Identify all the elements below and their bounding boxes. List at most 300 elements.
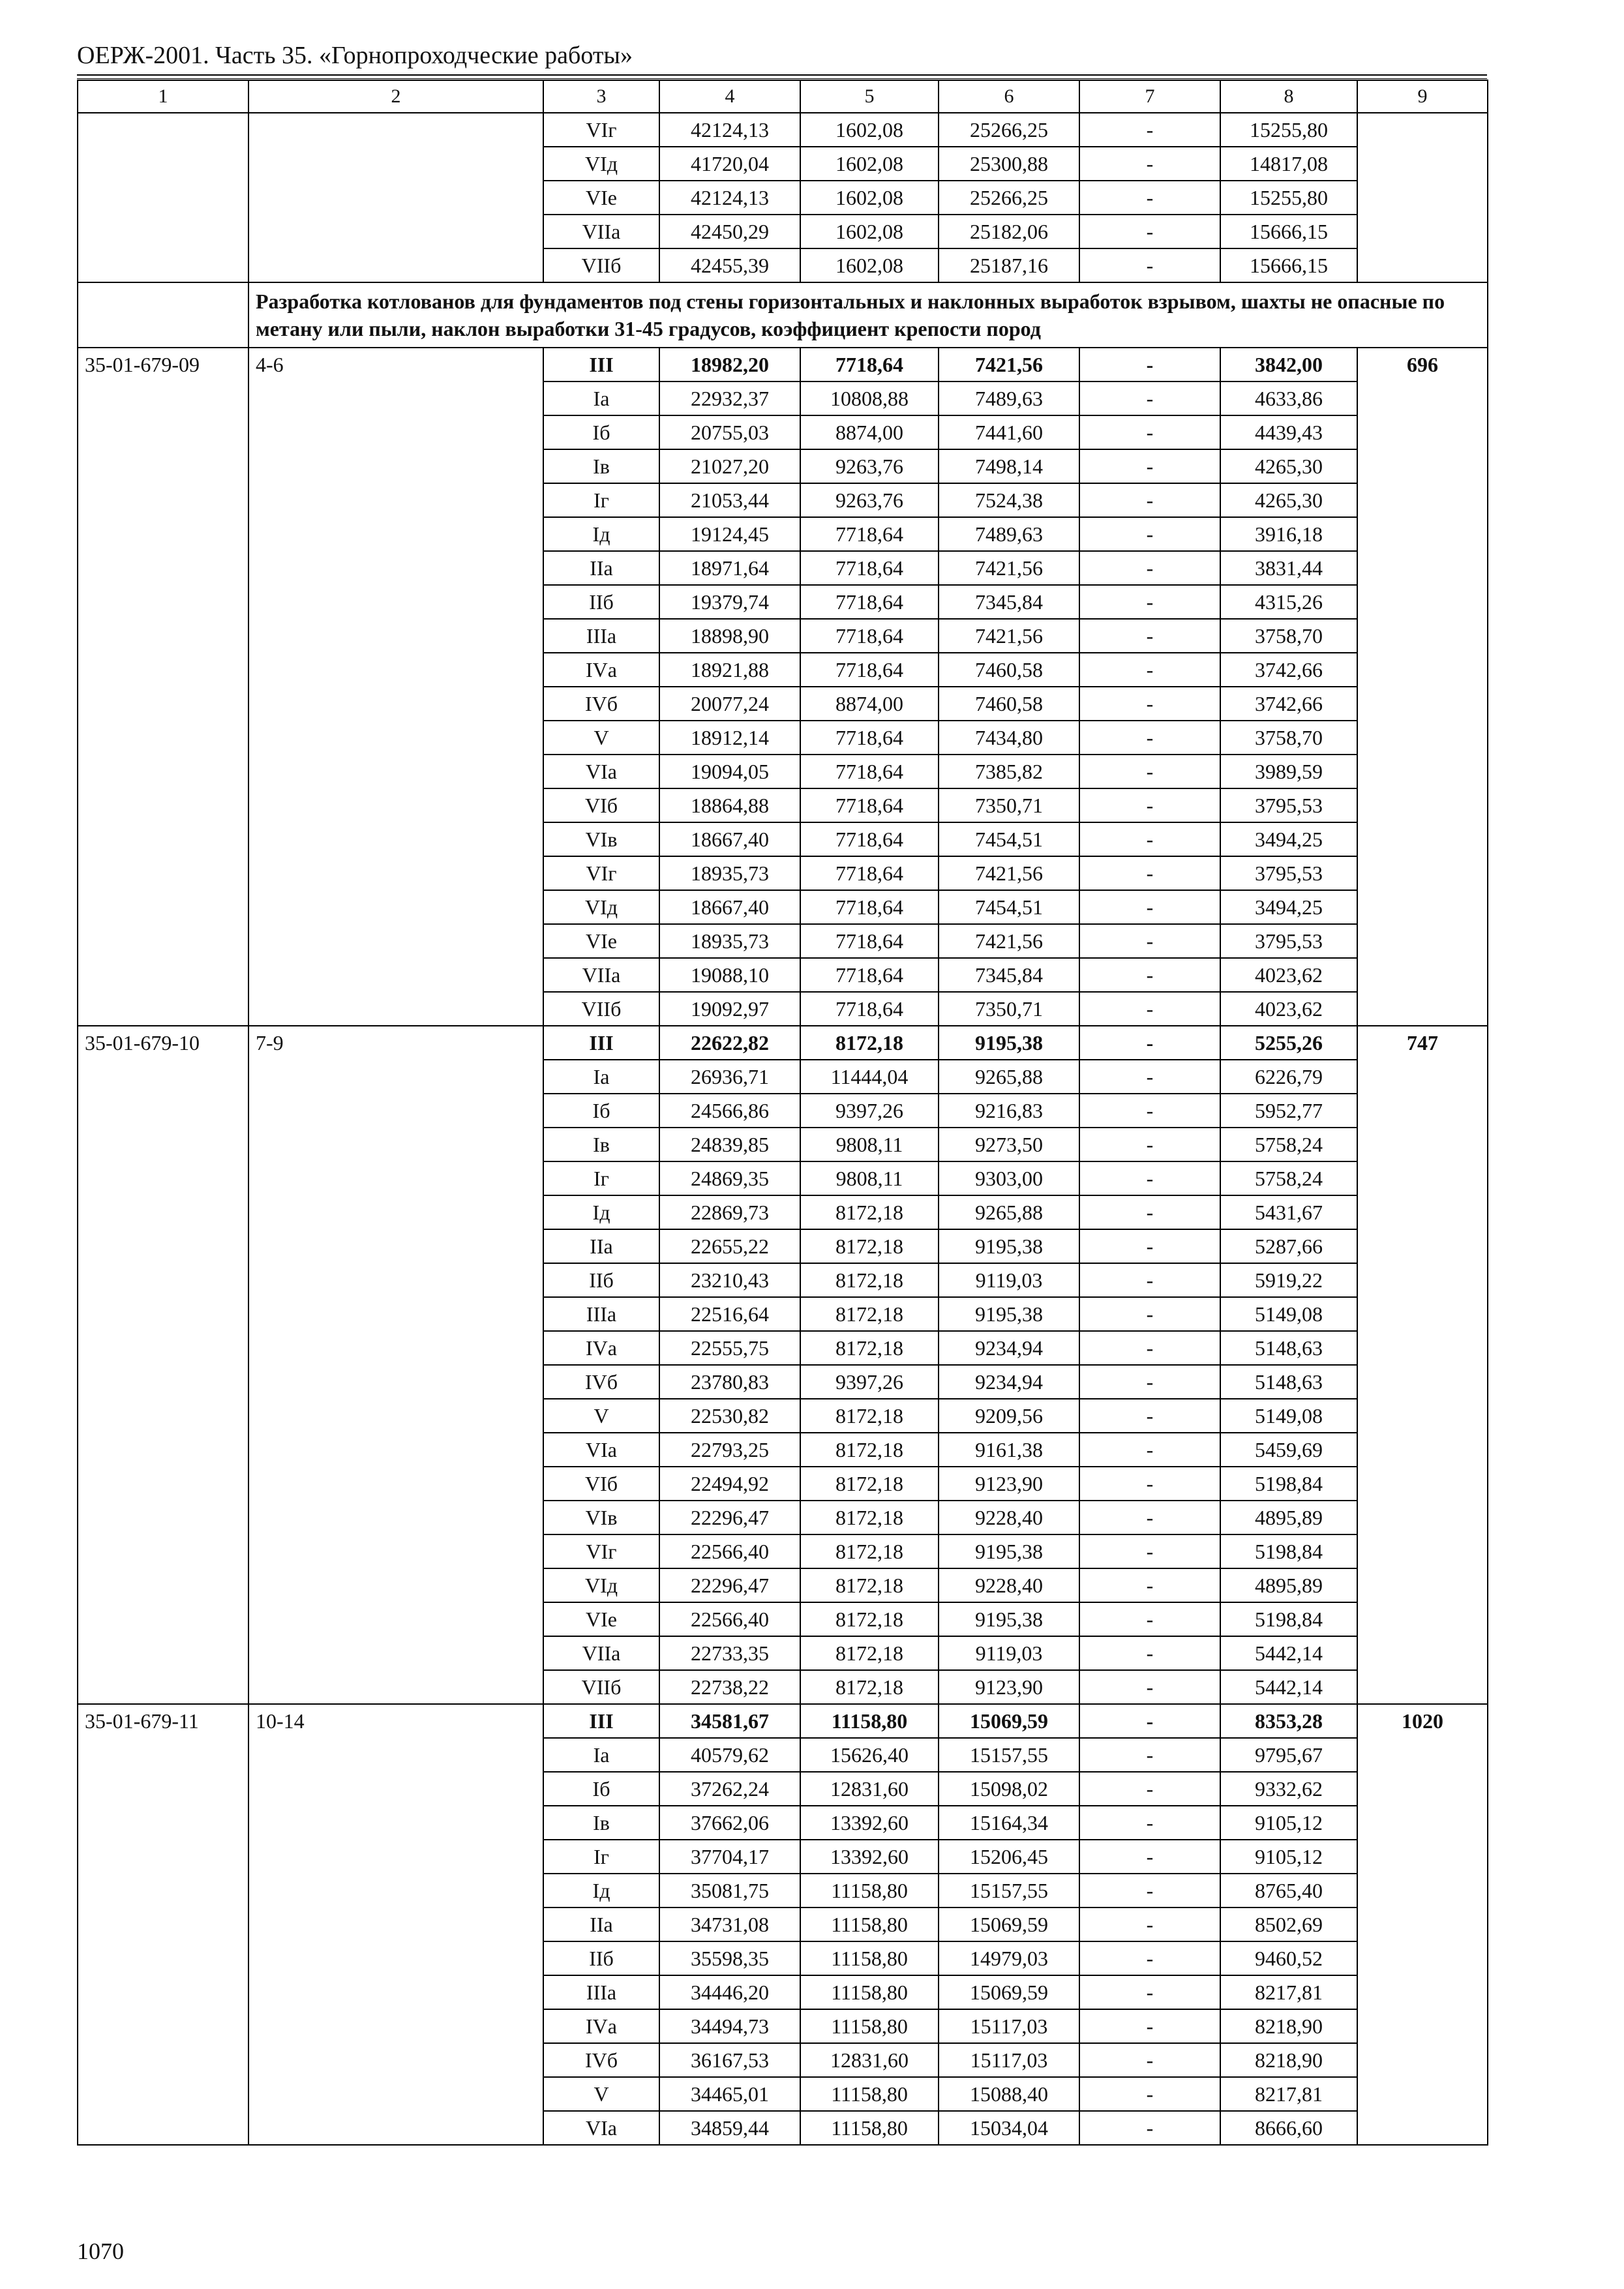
table-row xyxy=(78,147,1488,181)
wages-cell: 8172,18 xyxy=(800,1501,939,1534)
machines-cell: 7345,84 xyxy=(939,585,1079,619)
wages-cell: 7718,64 xyxy=(800,721,939,755)
machines-cell: 7345,84 xyxy=(939,958,1079,992)
class-cell: III xyxy=(543,1026,659,1060)
machines-cell: 15069,59 xyxy=(939,1704,1079,1738)
materials-cell: 3795,53 xyxy=(1220,788,1357,822)
column-number-9: 9 xyxy=(1357,80,1488,113)
total-cost-cell: 35081,75 xyxy=(659,1874,800,1908)
driver-wages-cell: - xyxy=(1079,1738,1220,1772)
class-cell: Iб xyxy=(543,1772,659,1806)
class-cell: IVб xyxy=(543,1365,659,1399)
materials-cell: 3831,44 xyxy=(1220,551,1357,585)
wages-cell: 7718,64 xyxy=(800,551,939,585)
class-cell: Iа xyxy=(543,382,659,415)
total-cost-cell: 24839,85 xyxy=(659,1128,800,1161)
machines-cell: 9234,94 xyxy=(939,1365,1079,1399)
empty-range-cell xyxy=(248,248,543,282)
materials-cell: 8218,90 xyxy=(1220,2043,1357,2077)
total-cost-cell: 22738,22 xyxy=(659,1670,800,1704)
materials-cell: 3742,66 xyxy=(1220,687,1357,721)
driver-wages-cell: - xyxy=(1079,1229,1220,1263)
machines-cell: 7460,58 xyxy=(939,687,1079,721)
driver-wages-cell: - xyxy=(1079,755,1220,788)
wages-cell: 7718,64 xyxy=(800,992,939,1026)
wages-cell: 7718,64 xyxy=(800,653,939,687)
class-cell: V xyxy=(543,721,659,755)
driver-wages-cell: - xyxy=(1079,1908,1220,1941)
total-cost-cell: 22296,47 xyxy=(659,1568,800,1602)
driver-wages-cell: - xyxy=(1079,2043,1220,2077)
total-cost-cell: 18935,73 xyxy=(659,856,800,890)
class-cell: VIг xyxy=(543,856,659,890)
class-cell: VIг xyxy=(543,1534,659,1568)
driver-wages-cell: - xyxy=(1079,147,1220,181)
materials-cell: 5255,26 xyxy=(1220,1026,1357,1060)
wages-cell: 9397,26 xyxy=(800,1365,939,1399)
driver-wages-cell: - xyxy=(1079,415,1220,449)
materials-cell: 9795,67 xyxy=(1220,1738,1357,1772)
wages-cell: 11444,04 xyxy=(800,1060,939,1094)
empty-range-cell xyxy=(248,181,543,215)
table-row xyxy=(78,215,1488,248)
machines-cell: 9228,40 xyxy=(939,1501,1079,1534)
class-cell: IVа xyxy=(543,2009,659,2043)
materials-cell: 8353,28 xyxy=(1220,1704,1357,1738)
class-cell: Iд xyxy=(543,517,659,551)
class-cell: IIIа xyxy=(543,1297,659,1331)
empty-norm-cell xyxy=(1357,181,1488,215)
class-cell: VIIб xyxy=(543,1670,659,1704)
class-cell: Iв xyxy=(543,449,659,483)
driver-wages-cell: - xyxy=(1079,958,1220,992)
wages-cell: 1602,08 xyxy=(800,181,939,215)
machines-cell: 9209,56 xyxy=(939,1399,1079,1433)
machines-cell: 9195,38 xyxy=(939,1602,1079,1636)
materials-cell: 5459,69 xyxy=(1220,1433,1357,1467)
table-row xyxy=(78,1026,1488,1060)
class-cell: VIIб xyxy=(543,248,659,282)
empty-norm-cell xyxy=(1357,248,1488,282)
class-cell: VIа xyxy=(543,1433,659,1467)
wages-cell: 7718,64 xyxy=(800,924,939,958)
machines-cell: 25266,25 xyxy=(939,113,1079,147)
materials-cell: 8666,60 xyxy=(1220,2111,1357,2145)
empty-norm-cell xyxy=(1357,147,1488,181)
total-cost-cell: 24566,86 xyxy=(659,1094,800,1128)
table-row xyxy=(78,113,1488,147)
wages-cell: 13392,60 xyxy=(800,1840,939,1874)
empty-code-cell xyxy=(78,215,248,248)
total-cost-cell: 42124,13 xyxy=(659,113,800,147)
class-cell: VIб xyxy=(543,788,659,822)
materials-cell: 3742,66 xyxy=(1220,653,1357,687)
machines-cell: 15164,34 xyxy=(939,1806,1079,1840)
machines-cell: 7460,58 xyxy=(939,653,1079,687)
wages-cell: 11158,80 xyxy=(800,1941,939,1975)
column-number-1: 1 xyxy=(78,80,248,113)
class-cell: Iг xyxy=(543,1840,659,1874)
class-cell: VIе xyxy=(543,924,659,958)
materials-cell: 5287,66 xyxy=(1220,1229,1357,1263)
materials-cell: 3989,59 xyxy=(1220,755,1357,788)
empty-code-cell xyxy=(78,113,248,147)
driver-wages-cell: - xyxy=(1079,1195,1220,1229)
rock-hardness-range-cell: 7-9 xyxy=(248,1026,543,1704)
machines-cell: 15069,59 xyxy=(939,1975,1079,2009)
machines-cell: 9195,38 xyxy=(939,1534,1079,1568)
wages-cell: 7718,64 xyxy=(800,348,939,382)
table-body xyxy=(78,80,1488,2145)
machines-cell: 7421,56 xyxy=(939,856,1079,890)
wages-cell: 11158,80 xyxy=(800,1908,939,1941)
wages-cell: 8172,18 xyxy=(800,1229,939,1263)
driver-wages-cell: - xyxy=(1079,1975,1220,2009)
materials-cell: 5758,24 xyxy=(1220,1161,1357,1195)
page-title: ОЕРЖ-2001. Часть 35. «Горнопроходческие работы» xyxy=(77,42,633,69)
total-cost-cell: 34731,08 xyxy=(659,1908,800,1941)
class-cell: IIа xyxy=(543,1908,659,1941)
empty-range-cell xyxy=(248,147,543,181)
machines-cell: 7350,71 xyxy=(939,992,1079,1026)
total-cost-cell: 23780,83 xyxy=(659,1365,800,1399)
wages-cell: 11158,80 xyxy=(800,1874,939,1908)
materials-cell: 5148,63 xyxy=(1220,1365,1357,1399)
norm-code-cell: 35-01-679-11 xyxy=(78,1704,248,2145)
driver-wages-cell: - xyxy=(1079,1060,1220,1094)
driver-wages-cell: - xyxy=(1079,1636,1220,1670)
machines-cell: 9228,40 xyxy=(939,1568,1079,1602)
norm-code-cell: 35-01-679-10 xyxy=(78,1026,248,1704)
materials-cell: 5442,14 xyxy=(1220,1670,1357,1704)
machines-cell: 15117,03 xyxy=(939,2043,1079,2077)
class-cell: IVб xyxy=(543,687,659,721)
total-cost-cell: 34446,20 xyxy=(659,1975,800,2009)
empty-range-cell xyxy=(248,113,543,147)
class-cell: VIб xyxy=(543,1467,659,1501)
class-cell: Iб xyxy=(543,415,659,449)
class-cell: VIд xyxy=(543,1568,659,1602)
total-cost-cell: 19094,05 xyxy=(659,755,800,788)
materials-cell: 9460,52 xyxy=(1220,1941,1357,1975)
driver-wages-cell: - xyxy=(1079,2077,1220,2111)
class-cell: VIв xyxy=(543,822,659,856)
materials-cell: 5919,22 xyxy=(1220,1263,1357,1297)
total-cost-cell: 22516,64 xyxy=(659,1297,800,1331)
machines-cell: 15034,04 xyxy=(939,2111,1079,2145)
machines-cell: 15157,55 xyxy=(939,1874,1079,1908)
materials-cell: 15255,80 xyxy=(1220,113,1357,147)
wages-cell: 1602,08 xyxy=(800,147,939,181)
machines-cell: 7421,56 xyxy=(939,551,1079,585)
wages-cell: 7718,64 xyxy=(800,890,939,924)
total-cost-cell: 22622,82 xyxy=(659,1026,800,1060)
class-cell: V xyxy=(543,1399,659,1433)
empty-norm-cell xyxy=(1357,113,1488,147)
total-cost-cell: 37662,06 xyxy=(659,1806,800,1840)
table-row xyxy=(78,348,1488,382)
column-number-5: 5 xyxy=(800,80,939,113)
class-cell: Iв xyxy=(543,1806,659,1840)
wages-cell: 7718,64 xyxy=(800,585,939,619)
class-cell: Iв xyxy=(543,1128,659,1161)
wages-cell: 8172,18 xyxy=(800,1026,939,1060)
wages-cell: 7718,64 xyxy=(800,856,939,890)
materials-cell: 14817,08 xyxy=(1220,147,1357,181)
driver-wages-cell: - xyxy=(1079,1840,1220,1874)
wages-cell: 7718,64 xyxy=(800,822,939,856)
wages-cell: 8172,18 xyxy=(800,1467,939,1501)
class-cell: VIа xyxy=(543,755,659,788)
class-cell: Iа xyxy=(543,1738,659,1772)
class-cell: VIIа xyxy=(543,958,659,992)
wages-cell: 1602,08 xyxy=(800,248,939,282)
driver-wages-cell: - xyxy=(1079,1704,1220,1738)
total-cost-cell: 37704,17 xyxy=(659,1840,800,1874)
driver-wages-cell: - xyxy=(1079,1365,1220,1399)
driver-wages-cell: - xyxy=(1079,483,1220,517)
wages-cell: 7718,64 xyxy=(800,517,939,551)
materials-cell: 4895,89 xyxy=(1220,1568,1357,1602)
machines-cell: 25300,88 xyxy=(939,147,1079,181)
driver-wages-cell: - xyxy=(1079,1806,1220,1840)
machines-cell: 25182,06 xyxy=(939,215,1079,248)
machines-cell: 7385,82 xyxy=(939,755,1079,788)
class-cell: VIд xyxy=(543,147,659,181)
machines-cell: 9195,38 xyxy=(939,1229,1079,1263)
class-cell: Iг xyxy=(543,1161,659,1195)
materials-cell: 9105,12 xyxy=(1220,1806,1357,1840)
total-cost-cell: 22932,37 xyxy=(659,382,800,415)
class-cell: Iд xyxy=(543,1195,659,1229)
materials-cell: 3494,25 xyxy=(1220,822,1357,856)
driver-wages-cell: - xyxy=(1079,1026,1220,1060)
total-cost-cell: 26936,71 xyxy=(659,1060,800,1094)
class-cell: IVа xyxy=(543,1331,659,1365)
machines-cell: 9216,83 xyxy=(939,1094,1079,1128)
materials-cell: 5442,14 xyxy=(1220,1636,1357,1670)
total-cost-cell: 42450,29 xyxy=(659,215,800,248)
total-cost-cell: 34581,67 xyxy=(659,1704,800,1738)
materials-cell: 8218,90 xyxy=(1220,2009,1357,2043)
total-cost-cell: 18667,40 xyxy=(659,890,800,924)
wages-cell: 1602,08 xyxy=(800,215,939,248)
total-cost-cell: 21027,20 xyxy=(659,449,800,483)
machines-cell: 7421,56 xyxy=(939,619,1079,653)
materials-cell: 15666,15 xyxy=(1220,248,1357,282)
driver-wages-cell: - xyxy=(1079,1941,1220,1975)
materials-cell: 4895,89 xyxy=(1220,1501,1357,1534)
materials-cell: 8765,40 xyxy=(1220,1874,1357,1908)
driver-wages-cell: - xyxy=(1079,1399,1220,1433)
materials-cell: 3758,70 xyxy=(1220,721,1357,755)
total-cost-cell: 20077,24 xyxy=(659,687,800,721)
driver-wages-cell: - xyxy=(1079,1331,1220,1365)
machines-cell: 9234,94 xyxy=(939,1331,1079,1365)
materials-cell: 4633,86 xyxy=(1220,382,1357,415)
driver-wages-cell: - xyxy=(1079,1094,1220,1128)
column-number-3: 3 xyxy=(543,80,659,113)
empty-range-cell xyxy=(248,215,543,248)
total-cost-cell: 41720,04 xyxy=(659,147,800,181)
machines-cell: 9273,50 xyxy=(939,1128,1079,1161)
class-cell: VIд xyxy=(543,890,659,924)
materials-cell: 4265,30 xyxy=(1220,483,1357,517)
wages-cell: 8172,18 xyxy=(800,1331,939,1365)
price-table xyxy=(77,80,1488,2146)
wages-cell: 12831,60 xyxy=(800,2043,939,2077)
materials-cell: 3795,53 xyxy=(1220,924,1357,958)
total-cost-cell: 42124,13 xyxy=(659,181,800,215)
total-cost-cell: 19092,97 xyxy=(659,992,800,1026)
total-cost-cell: 19088,10 xyxy=(659,958,800,992)
materials-cell: 5149,08 xyxy=(1220,1297,1357,1331)
driver-wages-cell: - xyxy=(1079,788,1220,822)
driver-wages-cell: - xyxy=(1079,1670,1220,1704)
materials-cell: 9105,12 xyxy=(1220,1840,1357,1874)
wages-cell: 7718,64 xyxy=(800,619,939,653)
class-cell: VIе xyxy=(543,1602,659,1636)
class-cell: IIб xyxy=(543,1941,659,1975)
materials-cell: 4315,26 xyxy=(1220,585,1357,619)
class-cell: III xyxy=(543,1704,659,1738)
machines-cell: 7454,51 xyxy=(939,890,1079,924)
class-cell: Iд xyxy=(543,1874,659,1908)
labor-norm-cell: 747 xyxy=(1357,1026,1488,1704)
class-cell: IIа xyxy=(543,551,659,585)
driver-wages-cell: - xyxy=(1079,1772,1220,1806)
driver-wages-cell: - xyxy=(1079,822,1220,856)
total-cost-cell: 42455,39 xyxy=(659,248,800,282)
empty-code-cell xyxy=(78,181,248,215)
materials-cell: 6226,79 xyxy=(1220,1060,1357,1094)
header-divider xyxy=(77,74,1487,79)
machines-cell: 7498,14 xyxy=(939,449,1079,483)
total-cost-cell: 18864,88 xyxy=(659,788,800,822)
wages-cell: 7718,64 xyxy=(800,755,939,788)
total-cost-cell: 37262,24 xyxy=(659,1772,800,1806)
wages-cell: 8874,00 xyxy=(800,687,939,721)
column-number-4: 4 xyxy=(659,80,800,113)
wages-cell: 8172,18 xyxy=(800,1263,939,1297)
driver-wages-cell: - xyxy=(1079,2009,1220,2043)
driver-wages-cell: - xyxy=(1079,1602,1220,1636)
class-cell: VIIб xyxy=(543,992,659,1026)
machines-cell: 7454,51 xyxy=(939,822,1079,856)
materials-cell: 4439,43 xyxy=(1220,415,1357,449)
total-cost-cell: 18898,90 xyxy=(659,619,800,653)
driver-wages-cell: - xyxy=(1079,382,1220,415)
machines-cell: 7489,63 xyxy=(939,517,1079,551)
class-cell: VIIа xyxy=(543,1636,659,1670)
table-row xyxy=(78,181,1488,215)
total-cost-cell: 22733,35 xyxy=(659,1636,800,1670)
driver-wages-cell: - xyxy=(1079,181,1220,215)
wages-cell: 9808,11 xyxy=(800,1161,939,1195)
class-cell: VIIа xyxy=(543,215,659,248)
machines-cell: 15157,55 xyxy=(939,1738,1079,1772)
materials-cell: 5198,84 xyxy=(1220,1602,1357,1636)
wages-cell: 15626,40 xyxy=(800,1738,939,1772)
class-cell: IIа xyxy=(543,1229,659,1263)
norm-code-cell: 35-01-679-09 xyxy=(78,348,248,1026)
total-cost-cell: 22655,22 xyxy=(659,1229,800,1263)
driver-wages-cell: - xyxy=(1079,1534,1220,1568)
empty-norm-cell xyxy=(1357,215,1488,248)
machines-cell: 9161,38 xyxy=(939,1433,1079,1467)
driver-wages-cell: - xyxy=(1079,1161,1220,1195)
materials-cell: 9332,62 xyxy=(1220,1772,1357,1806)
driver-wages-cell: - xyxy=(1079,890,1220,924)
machines-cell: 7441,60 xyxy=(939,415,1079,449)
wages-cell: 7718,64 xyxy=(800,958,939,992)
driver-wages-cell: - xyxy=(1079,856,1220,890)
total-cost-cell: 21053,44 xyxy=(659,483,800,517)
wages-cell: 10808,88 xyxy=(800,382,939,415)
wages-cell: 9263,76 xyxy=(800,483,939,517)
machines-cell: 7421,56 xyxy=(939,348,1079,382)
wages-cell: 8172,18 xyxy=(800,1636,939,1670)
wages-cell: 8874,00 xyxy=(800,415,939,449)
wages-cell: 8172,18 xyxy=(800,1670,939,1704)
wages-cell: 7718,64 xyxy=(800,788,939,822)
total-cost-cell: 35598,35 xyxy=(659,1941,800,1975)
materials-cell: 5758,24 xyxy=(1220,1128,1357,1161)
driver-wages-cell: - xyxy=(1079,687,1220,721)
materials-cell: 5952,77 xyxy=(1220,1094,1357,1128)
section-title: Разработка котлованов для фундаментов под стены горизонтальных и наклонных выработок взрывом, шахты не опасные по метану или пыли, наклон выработки 31-45 градусов, коэффициент крепости пород xyxy=(248,282,1488,348)
class-cell: VIа xyxy=(543,2111,659,2145)
driver-wages-cell: - xyxy=(1079,619,1220,653)
wages-cell: 11158,80 xyxy=(800,2077,939,2111)
total-cost-cell: 24869,35 xyxy=(659,1161,800,1195)
wages-cell: 8172,18 xyxy=(800,1602,939,1636)
total-cost-cell: 22296,47 xyxy=(659,1501,800,1534)
machines-cell: 14979,03 xyxy=(939,1941,1079,1975)
total-cost-cell: 22566,40 xyxy=(659,1534,800,1568)
class-cell: IIIа xyxy=(543,619,659,653)
total-cost-cell: 40579,62 xyxy=(659,1738,800,1772)
materials-cell: 8217,81 xyxy=(1220,1975,1357,2009)
machines-cell: 9303,00 xyxy=(939,1161,1079,1195)
rock-hardness-range-cell: 10-14 xyxy=(248,1704,543,2145)
total-cost-cell: 22555,75 xyxy=(659,1331,800,1365)
driver-wages-cell: - xyxy=(1079,1568,1220,1602)
total-cost-cell: 18921,88 xyxy=(659,653,800,687)
class-cell: Iа xyxy=(543,1060,659,1094)
driver-wages-cell: - xyxy=(1079,248,1220,282)
wages-cell: 8172,18 xyxy=(800,1297,939,1331)
total-cost-cell: 20755,03 xyxy=(659,415,800,449)
machines-cell: 9123,90 xyxy=(939,1670,1079,1704)
driver-wages-cell: - xyxy=(1079,1874,1220,1908)
empty-code-cell xyxy=(78,248,248,282)
rock-hardness-range-cell: 4-6 xyxy=(248,348,543,1026)
wages-cell: 12831,60 xyxy=(800,1772,939,1806)
driver-wages-cell: - xyxy=(1079,1297,1220,1331)
driver-wages-cell: - xyxy=(1079,449,1220,483)
total-cost-cell: 19379,74 xyxy=(659,585,800,619)
materials-cell: 4265,30 xyxy=(1220,449,1357,483)
materials-cell: 5148,63 xyxy=(1220,1331,1357,1365)
machines-cell: 7434,80 xyxy=(939,721,1079,755)
labor-norm-cell: 696 xyxy=(1357,348,1488,1026)
page-number: 1070 xyxy=(77,2238,124,2264)
machines-cell: 9119,03 xyxy=(939,1636,1079,1670)
materials-cell: 3842,00 xyxy=(1220,348,1357,382)
wages-cell: 9263,76 xyxy=(800,449,939,483)
machines-cell: 9195,38 xyxy=(939,1026,1079,1060)
